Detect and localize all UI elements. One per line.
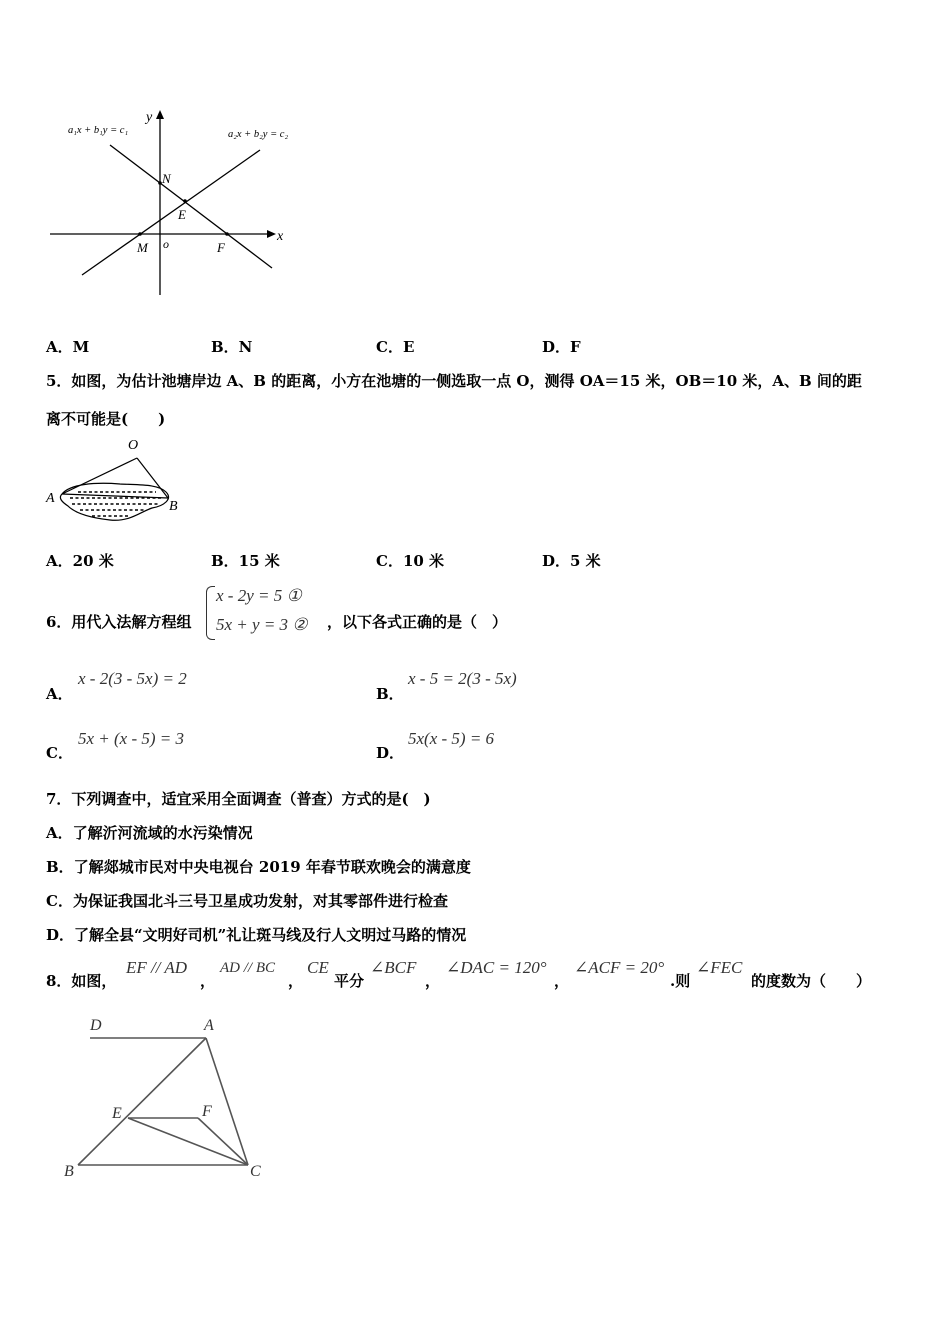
q4-option-b: B．N: [211, 338, 253, 356]
q4-option-c: C．E: [376, 338, 415, 356]
q8-math-angle-dac: ∠DAC = 120°: [446, 958, 547, 977]
y-axis-arrow: [156, 110, 164, 119]
q8-sep4: ，: [554, 972, 570, 990]
q6-option-c-label: C．: [46, 744, 73, 762]
label-M: M: [137, 240, 148, 255]
q8-text-bisects: 平分: [334, 972, 365, 990]
q6-prefix: 6．用代入法解方程组: [46, 613, 192, 631]
q8-prefix: 8．如图，: [46, 972, 117, 990]
point-M: [138, 232, 142, 236]
label-F: F: [217, 240, 225, 255]
label-N: N: [162, 171, 171, 186]
q6-option-a-label: A．: [46, 685, 73, 703]
q6-suffix: ，以下各式正确的是（ ）: [327, 613, 508, 631]
q5-option-c: C．10 米: [376, 552, 445, 570]
q8-math-ef-parallel-ad: EF // AD: [126, 958, 188, 977]
x-axis-arrow: [267, 230, 276, 238]
q6-system-eq2: 5x + y = 3 ②: [216, 615, 308, 634]
label-A: A: [46, 491, 55, 506]
q6-option-d-label: D．: [376, 744, 405, 762]
segment-EC: [128, 1118, 248, 1165]
label-B: B: [169, 499, 178, 514]
figure-pond: [40, 432, 190, 527]
q8-text-then: .则: [670, 972, 691, 990]
label-D: D: [90, 1017, 102, 1034]
point-F: [225, 232, 229, 236]
q7-stem: 7．下列调查中，适宜采用全面调查（普查）方式的是( ): [46, 790, 431, 808]
q4-option-d: D．F: [542, 338, 581, 356]
q7-option-d: D．了解全县“文明好司机”礼让斑马线及行人文明过马路的情况: [46, 926, 467, 944]
label-C: C: [250, 1163, 261, 1180]
label-F: F: [202, 1103, 212, 1120]
label-x: x: [277, 229, 284, 244]
q8-math-ad-parallel-bc: AD // BC: [220, 960, 275, 976]
label-A: A: [204, 1017, 214, 1034]
q6-option-a-expr: x - 2(3 - 5x) = 2: [78, 669, 187, 688]
q8-math-angle-bcf: ∠BCF: [370, 958, 417, 977]
q5-stem-line1: 5．如图，为估计池塘岸边 A、B 的距离，小方在池塘的一侧选取一点 O，测得 OA＝15 米，OB＝10 米，A、B 间的距: [46, 372, 862, 390]
q7-option-c: C．为保证我国北斗三号卫星成功发射，对其零部件进行检查: [46, 892, 448, 910]
eq2-label: a₂x + b₂y = c₂: [228, 129, 289, 140]
q4-option-a: A．M: [46, 338, 90, 356]
q6-option-b-expr: x - 5 = 2(3 - 5x): [408, 669, 517, 688]
segment-OA: [62, 458, 137, 494]
pond-shape: [60, 483, 168, 520]
label-y: y: [146, 110, 153, 125]
q7-option-a: A．了解沂河流域的水污染情况: [46, 824, 253, 842]
q6-system-brace: [206, 586, 215, 640]
q8-math-ce: CE: [307, 958, 329, 977]
q8-sep3: ，: [425, 972, 441, 990]
figure-trapezoid: [56, 1010, 286, 1185]
q6-system-eq1: x - 2y = 5 ①: [216, 586, 302, 605]
q5-option-b: B．15 米: [211, 552, 280, 570]
q5-option-d: D．5 米: [542, 552, 601, 570]
q6-option-b-label: B．: [376, 685, 404, 703]
label-B: B: [64, 1163, 74, 1180]
q8-math-angle-acf: ∠ACF = 20°: [574, 958, 665, 977]
line-1: [110, 145, 272, 268]
point-E: [183, 199, 187, 203]
q8-math-angle-fec: ∠FEC: [696, 958, 743, 977]
q6-option-c-expr: 5x + (x - 5) = 3: [78, 729, 185, 748]
label-E: E: [112, 1105, 122, 1122]
q8-text-degree: 的度数为（ ）: [751, 972, 872, 990]
label-O: O: [128, 438, 139, 453]
q6-option-d-expr: 5x(x - 5) = 6: [408, 729, 495, 748]
eq1-label: a₁x + b₁y = c₁: [68, 125, 129, 136]
figure-two-lines-graph: [40, 105, 300, 305]
label-o: o: [163, 237, 169, 251]
line-2: [82, 150, 260, 275]
q5-option-a: A．20 米: [46, 552, 114, 570]
q8-sep1: ，: [200, 972, 216, 990]
q8-sep2: ，: [288, 972, 304, 990]
q5-stem-line2: 离不可能是( ): [46, 410, 166, 428]
label-E: E: [178, 207, 186, 222]
q7-option-b: B．了解郯城市民对中央电视台 2019 年春节联欢晚会的满意度: [46, 858, 471, 876]
segment-AB: [78, 1038, 206, 1165]
